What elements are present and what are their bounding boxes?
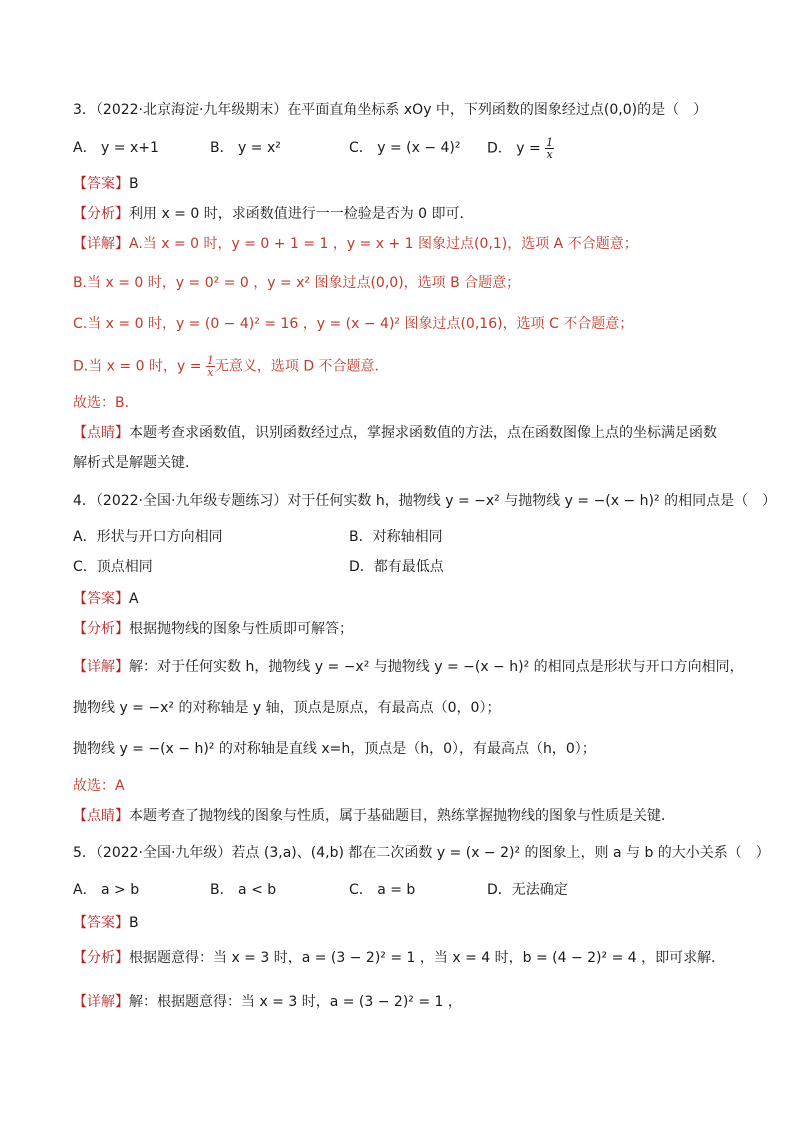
q4-detail-2: 抛物线 y = −x² 的对称轴是 y 轴，顶点是原点，有最高点（0，0）； xyxy=(73,700,501,716)
q3-option-d-fraction xyxy=(545,137,554,160)
q4-option-a: A．形状与开口方向相同 xyxy=(73,529,223,545)
q3-option-d-label: D． y = xyxy=(487,140,546,157)
detail-line: 解：根据题意得：当 x = 3 时，a = (3 − 2)² = 1 ， xyxy=(129,994,462,1010)
answer-tag: 【答案】 xyxy=(73,176,129,192)
answer-tag: 【答案】 xyxy=(73,915,129,931)
q3-detail-b: B.当 x = 0 时，y = 0² = 0 ，y = x² 图象过点(0,0)，选项 B 合题意； xyxy=(73,275,521,291)
detail-tag: 【详解】 xyxy=(73,236,129,252)
detail-line: D.当 x = 0 时，y = xyxy=(73,358,206,375)
detail-line: A.当 x = 0 时，y = 0 + 1 = 1 ，y = x + 1 图象过点(0,1)，选项 A 不合题意； xyxy=(129,236,638,252)
q3-stem: 3．（2022·北京海淀·九年级期末）在平面直角坐标系 xOy 中，下列函数的图象经过点(0,0)的是（ ） xyxy=(73,102,708,118)
q4-answer xyxy=(73,588,734,610)
answer-value: A xyxy=(129,591,139,607)
q5-option-a: A． a > b xyxy=(73,882,140,898)
q3-detail-c: C.当 x = 0 时，y = (0 − 4)² = 16 ，y = (x − 4)² 图象过点(0,16)，选项 C 不合题意； xyxy=(73,316,634,332)
q3-comment-cont: 解析式是解题关键． xyxy=(73,455,199,471)
analysis-tag: 【分析】 xyxy=(73,621,129,637)
answer-tag: 【答案】 xyxy=(73,591,129,607)
detail-tag: 【详解】 xyxy=(73,994,129,1010)
q5-option-d: D．无法确定 xyxy=(487,882,568,898)
q4-option-b: B．对称轴相同 xyxy=(349,529,443,545)
comment-tag: 【点睛】 xyxy=(73,425,129,441)
analysis-text: 根据抛物线的图象与性质即可解答； xyxy=(129,621,353,637)
q4-analysis xyxy=(73,618,734,640)
q4-stem: 4．（2022·全国·九年级专题练习）对于任何实数 h，抛物线 y = −x² 与抛物线 y = −(x − h)² 的相同点是（ ） xyxy=(73,493,777,509)
answer-value: B xyxy=(129,176,139,192)
analysis-text: 根据题意得：当 x = 3 时，a = (3 − 2)² = 1 ，当 x = 4 时，b = (4 − 2)² = 4 ，即可求解． xyxy=(129,950,726,966)
comment-text: 本题考查求函数值，识别函数经过点，掌握求函数值的方法，点在函数图像上点的坐标满足函数 xyxy=(129,425,717,441)
q3-choice: 故选：B． xyxy=(73,395,139,411)
fraction-denominator: x xyxy=(207,366,214,379)
detail-tag: 【详解】 xyxy=(73,659,129,675)
analysis-tag: 【分析】 xyxy=(73,950,129,966)
q3-comment xyxy=(73,422,734,444)
q4-choice: 故选：A xyxy=(73,778,125,794)
q3-detail-d xyxy=(73,355,734,378)
q5-option-c: C． a = b xyxy=(349,882,416,898)
q3-option-d xyxy=(487,137,554,160)
q3-option-c: C． y = (x − 4)² xyxy=(349,140,461,156)
comment-text: 本题考查了抛物线的图象与性质，属于基础题目，熟练掌握抛物线的图象与性质是关键． xyxy=(129,808,675,824)
detail-line: 无意义，选项 D 不合题意． xyxy=(214,358,389,375)
q5-answer xyxy=(73,912,734,934)
q5-stem: 5．（2022·全国·九年级）若点 (3,a)、(4,b) 都在二次函数 y = (x − 2)² 的图象上，则 a 与 b 的大小关系（ ） xyxy=(73,845,770,861)
q4-comment xyxy=(73,805,734,827)
fraction-denominator: x xyxy=(546,148,553,161)
q5-detail xyxy=(73,991,734,1013)
q4-detail-1 xyxy=(73,656,744,678)
answer-value: B xyxy=(129,915,139,931)
q4-detail-3: 抛物线 y = −(x − h)² 的对称轴是直线 x=h，顶点是（h，0），有最高点（h，0）； xyxy=(73,741,596,757)
analysis-text: 利用 x = 0 时，求函数值进行一一检验是否为 0 即可． xyxy=(129,206,474,222)
comment-tag: 【点睛】 xyxy=(73,808,129,824)
q4-option-c: C．顶点相同 xyxy=(73,559,153,575)
analysis-tag: 【分析】 xyxy=(73,206,129,222)
fraction-numerator: 1 xyxy=(206,354,214,367)
detail-fraction xyxy=(206,355,215,378)
q3-option-b: B． y = x² xyxy=(210,140,281,156)
q3-detail-a xyxy=(73,233,734,255)
q4-option-d: D．都有最低点 xyxy=(349,559,444,575)
q5-analysis xyxy=(73,947,734,969)
q3-analysis xyxy=(73,203,734,225)
q3-option-a: A． y = x+1 xyxy=(73,140,159,156)
fraction-numerator: 1 xyxy=(546,136,554,149)
q3-answer xyxy=(73,173,734,195)
q5-option-b: B． a < b xyxy=(210,882,277,898)
detail-line: 解：对于任何实数 h，抛物线 y = −x² 与抛物线 y = −(x − h)² 的相同点是形状与开口方向相同， xyxy=(129,659,744,675)
